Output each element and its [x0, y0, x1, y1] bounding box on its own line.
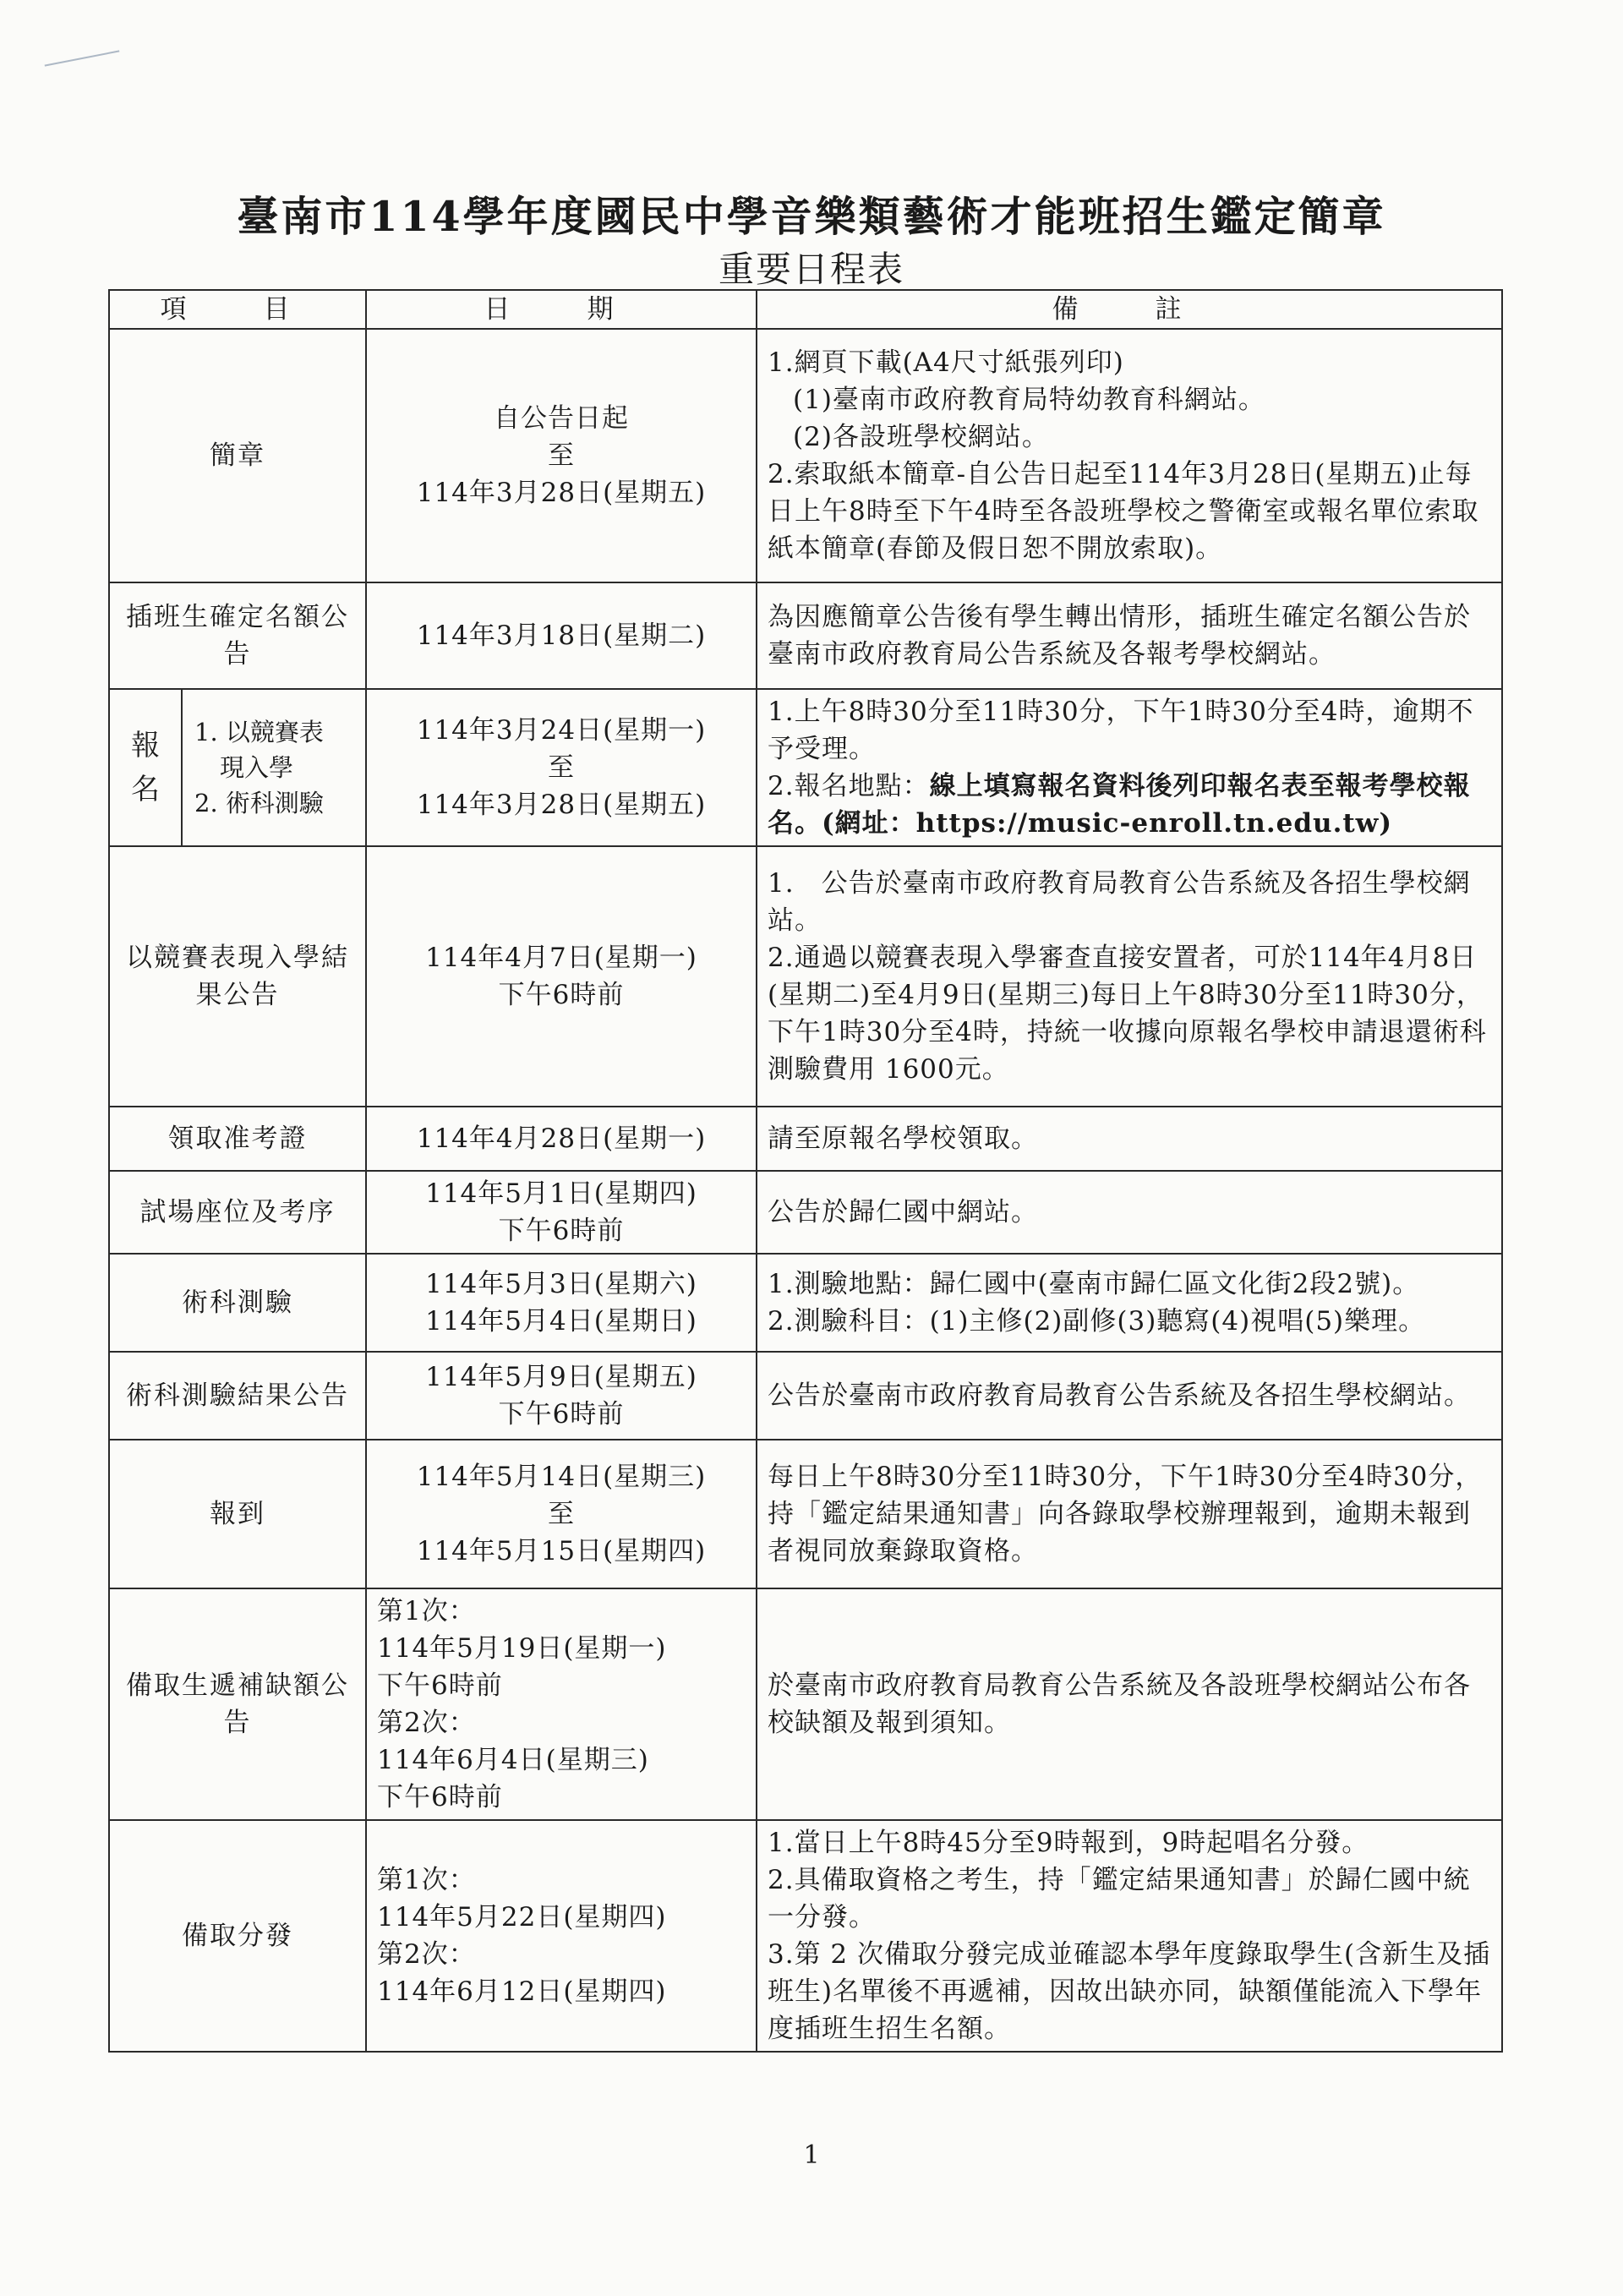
date-line: 114年4月28日(星期一) [416, 1123, 707, 1154]
row-note [757, 1440, 1502, 1588]
date-line: 下午6時前 [377, 1670, 503, 1701]
row-item: 插班生確定名額公告 [109, 582, 366, 689]
date-line: 114年6月4日(星期三) [377, 1745, 649, 1775]
row-date [366, 1352, 757, 1440]
document-subtitle: 重要日程表 [718, 249, 904, 290]
row-subitems [182, 689, 366, 846]
row-date [366, 582, 757, 689]
date-line: 114年5月1日(星期四) [425, 1178, 697, 1209]
schedule-table [108, 289, 1503, 2053]
subitem-line: 2. 術科測驗 [194, 789, 324, 817]
date-line: 114年5月22日(星期四) [377, 1902, 667, 1932]
row-item: 術科測驗結果公告 [109, 1352, 366, 1440]
date-line: 114年5月9日(星期五) [425, 1362, 697, 1392]
date-line: 至 [548, 440, 575, 471]
row-item-vertical [109, 689, 182, 846]
header-note: 備 註 [757, 290, 1502, 329]
date-line: 114年5月3日(星期六) [425, 1269, 697, 1299]
note-line: 1.當日上午8時45分至9時報到，9時起唱名分發。 [768, 1828, 1369, 1858]
table-row [109, 582, 1502, 689]
note-line: 1.測驗地點：歸仁國中(臺南市歸仁區文化街2段2號)。 [768, 1269, 1420, 1299]
date-line: 114年3月24日(星期一) [416, 715, 707, 746]
note-line: 每日上午8時30分至11時30分，下午1時30分至4時30分，持「鑑定結果通知書」向各錄取學校辦理報到，逾期未報到者視同放棄錄取資格。 [768, 1462, 1483, 1566]
row-note [757, 846, 1502, 1107]
note-line: 2.索取紙本簡章-自公告日起至114年3月28日(星期五)止每日上午8時至下午4時至各設班學校之警衛室或報名單位索取紙本簡章(春節及假日恕不開放索取)。 [768, 459, 1479, 564]
table-row [109, 1588, 1502, 1820]
header-item: 項 目 [109, 290, 366, 329]
note-line: 公告於臺南市政府教育局教育公告系統及各招生學校網站。 [768, 1380, 1471, 1411]
note-line: 為因應簡章公告後有學生轉出情形，插班生確定名額公告於臺南市政府教育局公告系統及各報考學校網站。 [768, 602, 1471, 670]
page-number: 1 [803, 2140, 820, 2170]
table-row [109, 1254, 1502, 1352]
row-note [757, 1254, 1502, 1352]
note-line: (1)臺南市政府教育局特幼教育科網站。 [793, 385, 1265, 415]
table-row [109, 846, 1502, 1107]
date-line: 114年4月7日(星期一) [425, 943, 697, 973]
row-item: 報到 [109, 1440, 366, 1588]
row-item: 報名 [131, 729, 160, 806]
date-line: 下午6時前 [377, 1782, 503, 1812]
date-line: 114年5月19日(星期一) [377, 1633, 667, 1664]
row-date [366, 1440, 757, 1588]
note-line: 2.報名地點： [768, 771, 930, 801]
date-line: 114年5月4日(星期日) [425, 1306, 697, 1337]
date-line: 至 [548, 752, 575, 783]
table-row [109, 1440, 1502, 1588]
row-note [757, 1171, 1502, 1254]
date-line: 下午6時前 [498, 1216, 625, 1246]
header-date: 日 期 [366, 290, 757, 329]
subitem-line: 1. 以競賽表 [194, 718, 324, 746]
note-line: 1. 公告於臺南市政府教育局教育公告系統及各招生學校網站。 [768, 868, 1471, 936]
row-date [366, 846, 757, 1107]
row-date [366, 1588, 757, 1820]
table-row [109, 689, 1502, 846]
row-note [757, 1820, 1502, 2052]
row-item: 試場座位及考序 [109, 1171, 366, 1254]
date-line: 至 [548, 1499, 575, 1529]
registration-url-note: 線上填寫報名資料後列印報名表至報考學校報名。(網址：https://music-enroll.tn.edu.tw) [768, 771, 1471, 839]
row-date [366, 1820, 757, 2052]
pen-mark [45, 50, 120, 66]
note-line: 1.上午8時30分至11時30分，下午1時30分至4時，逾期不予受理。 [768, 697, 1474, 764]
table-row [109, 1352, 1502, 1440]
note-line: 2.具備取資格之考生，持「鑑定結果通知書」於歸仁國中統一分發。 [768, 1865, 1471, 1932]
row-date [366, 1107, 757, 1171]
table-row [109, 1107, 1502, 1171]
row-item: 備取分發 [109, 1820, 366, 2052]
date-line: 第2次： [377, 1939, 476, 1970]
row-item: 以競賽表現入學結果公告 [109, 846, 366, 1107]
row-note [757, 1107, 1502, 1171]
table-row [109, 329, 1502, 582]
row-date [366, 1254, 757, 1352]
subitem-line: 現入學 [220, 753, 294, 782]
note-line: 公告於歸仁國中網站。 [768, 1197, 1038, 1227]
table-row [109, 1171, 1502, 1254]
document-title: 臺南市114學年度國民中學音樂類藝術才能班招生鑑定簡章 [237, 192, 1386, 241]
row-note [757, 582, 1502, 689]
date-line: 下午6時前 [498, 1399, 625, 1430]
row-item: 領取准考證 [109, 1107, 366, 1171]
row-date [366, 329, 757, 582]
row-item: 備取生遞補缺額公告 [109, 1588, 366, 1820]
note-line: (2)各設班學校網站。 [793, 422, 1049, 452]
row-note [757, 329, 1502, 582]
date-line: 114年3月18日(星期二) [416, 620, 707, 651]
table-header-row [109, 290, 1502, 329]
date-line: 114年3月28日(星期五) [416, 790, 707, 820]
row-note [757, 689, 1502, 846]
note-line: 2.通過以競賽表現入學審查直接安置者，可於114年4月8日(星期二)至4月9日(星期三)每日上午8時30分至11時30分，下午1時30分至4時，持統一收據向原報名學校申請退還術科測驗費用 1600元。 [768, 943, 1487, 1085]
row-date [366, 1171, 757, 1254]
date-line: 下午6時前 [498, 980, 625, 1010]
row-note [757, 1588, 1502, 1820]
date-line: 114年5月15日(星期四) [416, 1536, 707, 1566]
row-item: 簡章 [109, 329, 366, 582]
note-line: 3.第 2 次備取分發完成並確認本學年度錄取學生(含新生及插班生)名單後不再遞補，因故出缺亦同，缺額僅能流入下學年度插班生招生名額。 [768, 1939, 1491, 2044]
note-line: 請至原報名學校領取。 [768, 1123, 1038, 1154]
date-line: 第1次： [377, 1865, 476, 1895]
date-line: 第1次： [377, 1596, 476, 1626]
date-line: 第2次： [377, 1708, 476, 1738]
note-line: 於臺南市政府教育局教育公告系統及各設班學校網站公布各校缺額及報到須知。 [768, 1670, 1471, 1738]
row-date [366, 689, 757, 846]
row-note [757, 1352, 1502, 1440]
date-line: 114年6月12日(星期四) [377, 1976, 667, 2007]
date-line: 114年5月14日(星期三) [416, 1462, 707, 1492]
date-line: 自公告日起 [494, 403, 629, 434]
note-line: 2.測驗科目：(1)主修(2)副修(3)聽寫(4)視唱(5)樂理。 [768, 1306, 1426, 1337]
date-line: 114年3月28日(星期五) [416, 478, 707, 508]
row-item: 術科測驗 [109, 1254, 366, 1352]
table-row [109, 1820, 1502, 2052]
note-line: 1.網頁下載(A4尺寸紙張列印) [768, 347, 1124, 378]
